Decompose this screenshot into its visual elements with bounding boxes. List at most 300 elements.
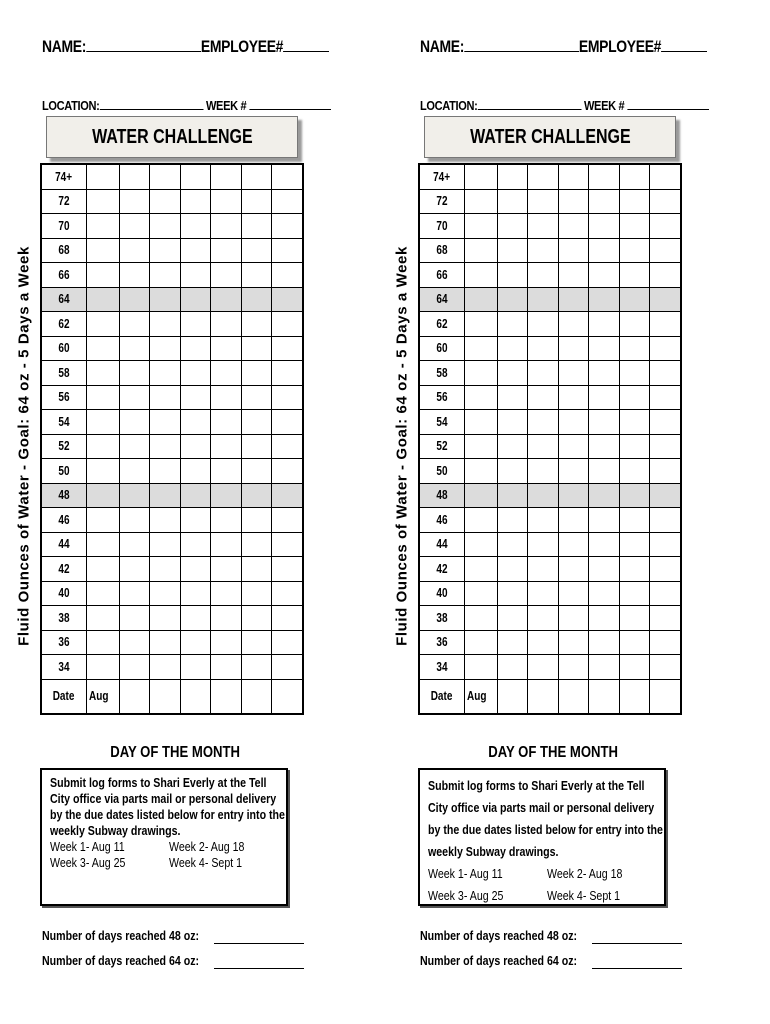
grid-cell[interactable] <box>87 508 120 533</box>
grid-cell[interactable] <box>497 606 528 631</box>
grid-cell[interactable] <box>558 263 589 288</box>
grid-cell[interactable] <box>650 263 681 288</box>
grid-cell[interactable] <box>180 630 211 655</box>
grid-cell[interactable] <box>528 606 559 631</box>
grid-cell[interactable] <box>589 508 620 533</box>
grid-cell[interactable] <box>119 508 150 533</box>
grid-cell[interactable] <box>241 361 272 386</box>
grid-cell[interactable] <box>272 434 303 459</box>
grid-cell[interactable] <box>589 483 620 508</box>
grid-cell[interactable] <box>619 581 650 606</box>
grid-cell[interactable] <box>650 459 681 484</box>
grid-cell[interactable] <box>272 214 303 239</box>
grid-cell[interactable] <box>619 385 650 410</box>
grid-cell[interactable] <box>528 459 559 484</box>
grid-cell[interactable] <box>241 557 272 582</box>
grid-cell[interactable] <box>211 557 242 582</box>
grid-cell[interactable] <box>272 459 303 484</box>
grid-cell[interactable] <box>211 410 242 435</box>
grid-cell[interactable] <box>241 336 272 361</box>
grid-cell[interactable] <box>241 312 272 337</box>
grid-cell[interactable] <box>119 483 150 508</box>
date-cell[interactable] <box>119 679 150 714</box>
grid-cell[interactable] <box>558 630 589 655</box>
grid-cell[interactable] <box>180 532 211 557</box>
grid-cell[interactable] <box>180 606 211 631</box>
grid-cell[interactable] <box>619 336 650 361</box>
grid-cell[interactable] <box>497 385 528 410</box>
grid-cell[interactable] <box>180 238 211 263</box>
grid-cell[interactable] <box>589 606 620 631</box>
grid-cell[interactable] <box>465 263 498 288</box>
grid-cell[interactable] <box>241 483 272 508</box>
grid-cell[interactable] <box>650 630 681 655</box>
grid-cell[interactable] <box>87 434 120 459</box>
grid-cell[interactable] <box>241 459 272 484</box>
grid-cell[interactable] <box>619 189 650 214</box>
grid-cell[interactable] <box>150 385 181 410</box>
grid-cell[interactable] <box>150 238 181 263</box>
grid-cell[interactable] <box>87 459 120 484</box>
month-cell[interactable]: Aug <box>87 679 120 714</box>
grid-cell[interactable] <box>150 312 181 337</box>
grid-cell[interactable] <box>497 214 528 239</box>
grid-cell[interactable] <box>650 508 681 533</box>
grid-cell[interactable] <box>589 336 620 361</box>
grid-cell[interactable] <box>119 557 150 582</box>
grid-cell[interactable] <box>241 287 272 312</box>
grid-cell[interactable] <box>180 459 211 484</box>
grid-cell[interactable] <box>272 238 303 263</box>
grid-cell[interactable] <box>211 312 242 337</box>
grid-cell[interactable] <box>465 483 498 508</box>
grid-cell[interactable] <box>241 655 272 680</box>
grid-cell[interactable] <box>650 581 681 606</box>
grid-cell[interactable] <box>619 410 650 435</box>
grid-cell[interactable] <box>272 164 303 189</box>
week-field[interactable] <box>627 94 709 110</box>
grid-cell[interactable] <box>241 189 272 214</box>
grid-cell[interactable] <box>465 164 498 189</box>
grid-cell[interactable] <box>465 385 498 410</box>
employee-field[interactable] <box>283 36 329 52</box>
grid-cell[interactable] <box>87 655 120 680</box>
grid-cell[interactable] <box>150 287 181 312</box>
grid-cell[interactable] <box>589 434 620 459</box>
grid-cell[interactable] <box>528 312 559 337</box>
grid-cell[interactable] <box>211 630 242 655</box>
date-cell[interactable] <box>241 679 272 714</box>
grid-cell[interactable] <box>150 532 181 557</box>
grid-cell[interactable] <box>528 361 559 386</box>
grid-cell[interactable] <box>87 630 120 655</box>
grid-cell[interactable] <box>528 655 559 680</box>
grid-cell[interactable] <box>150 581 181 606</box>
grid-cell[interactable] <box>619 263 650 288</box>
grid-cell[interactable] <box>150 434 181 459</box>
grid-cell[interactable] <box>528 434 559 459</box>
grid-cell[interactable] <box>180 214 211 239</box>
grid-cell[interactable] <box>272 581 303 606</box>
grid-cell[interactable] <box>465 434 498 459</box>
grid-cell[interactable] <box>272 410 303 435</box>
grid-cell[interactable] <box>87 263 120 288</box>
grid-cell[interactable] <box>497 557 528 582</box>
grid-cell[interactable] <box>619 483 650 508</box>
grid-cell[interactable] <box>619 214 650 239</box>
grid-cell[interactable] <box>528 385 559 410</box>
grid-cell[interactable] <box>558 238 589 263</box>
grid-cell[interactable] <box>497 434 528 459</box>
grid-cell[interactable] <box>241 385 272 410</box>
grid-cell[interactable] <box>180 361 211 386</box>
grid-cell[interactable] <box>180 385 211 410</box>
grid-cell[interactable] <box>528 189 559 214</box>
grid-cell[interactable] <box>528 164 559 189</box>
grid-cell[interactable] <box>619 459 650 484</box>
grid-cell[interactable] <box>528 483 559 508</box>
grid-cell[interactable] <box>619 434 650 459</box>
grid-cell[interactable] <box>497 312 528 337</box>
date-cell[interactable] <box>497 679 528 714</box>
grid-cell[interactable] <box>211 214 242 239</box>
grid-cell[interactable] <box>497 336 528 361</box>
grid-cell[interactable] <box>119 581 150 606</box>
grid-cell[interactable] <box>241 214 272 239</box>
grid-cell[interactable] <box>150 361 181 386</box>
grid-cell[interactable] <box>87 385 120 410</box>
grid-cell[interactable] <box>87 312 120 337</box>
grid-cell[interactable] <box>211 164 242 189</box>
grid-cell[interactable] <box>650 606 681 631</box>
grid-cell[interactable] <box>119 214 150 239</box>
grid-cell[interactable] <box>150 630 181 655</box>
grid-cell[interactable] <box>497 459 528 484</box>
grid-cell[interactable] <box>528 410 559 435</box>
grid-cell[interactable] <box>589 581 620 606</box>
grid-cell[interactable] <box>150 214 181 239</box>
employee-field[interactable] <box>661 36 707 52</box>
grid-cell[interactable] <box>211 434 242 459</box>
grid-cell[interactable] <box>528 557 559 582</box>
grid-cell[interactable] <box>180 557 211 582</box>
grid-cell[interactable] <box>180 434 211 459</box>
grid-cell[interactable] <box>650 557 681 582</box>
grid-cell[interactable] <box>465 508 498 533</box>
grid-cell[interactable] <box>650 410 681 435</box>
grid-cell[interactable] <box>497 164 528 189</box>
grid-cell[interactable] <box>589 287 620 312</box>
grid-cell[interactable] <box>272 287 303 312</box>
grid-cell[interactable] <box>272 385 303 410</box>
grid-cell[interactable] <box>87 557 120 582</box>
grid-cell[interactable] <box>650 336 681 361</box>
reached-48-field[interactable] <box>214 943 304 944</box>
grid-cell[interactable] <box>150 508 181 533</box>
grid-cell[interactable] <box>180 655 211 680</box>
grid-cell[interactable] <box>119 410 150 435</box>
grid-cell[interactable] <box>211 459 242 484</box>
date-cell[interactable] <box>589 679 620 714</box>
grid-cell[interactable] <box>180 263 211 288</box>
grid-cell[interactable] <box>589 238 620 263</box>
grid-cell[interactable] <box>497 508 528 533</box>
grid-cell[interactable] <box>650 434 681 459</box>
grid-cell[interactable] <box>211 581 242 606</box>
grid-cell[interactable] <box>650 189 681 214</box>
grid-cell[interactable] <box>650 361 681 386</box>
grid-cell[interactable] <box>241 630 272 655</box>
grid-cell[interactable] <box>241 606 272 631</box>
grid-cell[interactable] <box>87 410 120 435</box>
grid-cell[interactable] <box>87 483 120 508</box>
date-cell[interactable] <box>211 679 242 714</box>
week-field[interactable] <box>249 94 331 110</box>
grid-cell[interactable] <box>589 630 620 655</box>
grid-cell[interactable] <box>119 287 150 312</box>
grid-cell[interactable] <box>150 557 181 582</box>
grid-cell[interactable] <box>119 630 150 655</box>
location-field[interactable] <box>100 94 204 110</box>
grid-cell[interactable] <box>211 508 242 533</box>
grid-cell[interactable] <box>650 385 681 410</box>
grid-cell[interactable] <box>589 214 620 239</box>
grid-cell[interactable] <box>558 410 589 435</box>
grid-cell[interactable] <box>119 459 150 484</box>
grid-cell[interactable] <box>150 263 181 288</box>
grid-cell[interactable] <box>241 410 272 435</box>
date-cell[interactable] <box>528 679 559 714</box>
grid-cell[interactable] <box>497 238 528 263</box>
grid-cell[interactable] <box>272 508 303 533</box>
grid-cell[interactable] <box>150 459 181 484</box>
grid-cell[interactable] <box>465 361 498 386</box>
grid-cell[interactable] <box>528 214 559 239</box>
grid-cell[interactable] <box>465 606 498 631</box>
date-cell[interactable] <box>272 679 303 714</box>
grid-cell[interactable] <box>465 189 498 214</box>
date-cell[interactable] <box>150 679 181 714</box>
grid-cell[interactable] <box>241 581 272 606</box>
grid-cell[interactable] <box>150 606 181 631</box>
grid-cell[interactable] <box>589 361 620 386</box>
grid-cell[interactable] <box>589 385 620 410</box>
grid-cell[interactable] <box>87 361 120 386</box>
grid-cell[interactable] <box>211 606 242 631</box>
reached-64-field[interactable] <box>592 968 682 969</box>
grid-cell[interactable] <box>558 655 589 680</box>
grid-cell[interactable] <box>465 214 498 239</box>
grid-cell[interactable] <box>650 287 681 312</box>
grid-cell[interactable] <box>272 312 303 337</box>
grid-cell[interactable] <box>211 361 242 386</box>
grid-cell[interactable] <box>211 287 242 312</box>
grid-cell[interactable] <box>180 581 211 606</box>
grid-cell[interactable] <box>465 336 498 361</box>
grid-cell[interactable] <box>272 336 303 361</box>
grid-cell[interactable] <box>119 189 150 214</box>
grid-cell[interactable] <box>119 606 150 631</box>
grid-cell[interactable] <box>241 532 272 557</box>
grid-cell[interactable] <box>558 214 589 239</box>
grid-cell[interactable] <box>558 385 589 410</box>
grid-cell[interactable] <box>180 312 211 337</box>
grid-cell[interactable] <box>558 557 589 582</box>
grid-cell[interactable] <box>272 483 303 508</box>
grid-cell[interactable] <box>241 508 272 533</box>
grid-cell[interactable] <box>119 238 150 263</box>
grid-cell[interactable] <box>87 336 120 361</box>
grid-cell[interactable] <box>528 581 559 606</box>
grid-cell[interactable] <box>87 532 120 557</box>
grid-cell[interactable] <box>619 164 650 189</box>
grid-cell[interactable] <box>180 336 211 361</box>
grid-cell[interactable] <box>589 557 620 582</box>
grid-cell[interactable] <box>465 410 498 435</box>
grid-cell[interactable] <box>241 238 272 263</box>
grid-cell[interactable] <box>465 287 498 312</box>
grid-cell[interactable] <box>119 434 150 459</box>
name-field[interactable] <box>86 36 201 52</box>
grid-cell[interactable] <box>558 361 589 386</box>
grid-cell[interactable] <box>119 164 150 189</box>
grid-cell[interactable] <box>497 630 528 655</box>
grid-cell[interactable] <box>211 532 242 557</box>
grid-cell[interactable] <box>272 630 303 655</box>
grid-cell[interactable] <box>497 189 528 214</box>
grid-cell[interactable] <box>497 287 528 312</box>
grid-cell[interactable] <box>465 532 498 557</box>
grid-cell[interactable] <box>497 655 528 680</box>
grid-cell[interactable] <box>180 483 211 508</box>
grid-cell[interactable] <box>465 459 498 484</box>
grid-cell[interactable] <box>650 238 681 263</box>
grid-cell[interactable] <box>558 581 589 606</box>
grid-cell[interactable] <box>589 532 620 557</box>
grid-cell[interactable] <box>150 189 181 214</box>
grid-cell[interactable] <box>211 189 242 214</box>
grid-cell[interactable] <box>119 263 150 288</box>
grid-cell[interactable] <box>558 459 589 484</box>
grid-cell[interactable] <box>619 655 650 680</box>
grid-cell[interactable] <box>150 164 181 189</box>
grid-cell[interactable] <box>465 630 498 655</box>
grid-cell[interactable] <box>528 238 559 263</box>
grid-cell[interactable] <box>650 164 681 189</box>
grid-cell[interactable] <box>211 263 242 288</box>
grid-cell[interactable] <box>119 361 150 386</box>
grid-cell[interactable] <box>619 287 650 312</box>
grid-cell[interactable] <box>619 606 650 631</box>
grid-cell[interactable] <box>528 263 559 288</box>
grid-cell[interactable] <box>650 312 681 337</box>
grid-cell[interactable] <box>650 655 681 680</box>
grid-cell[interactable] <box>497 263 528 288</box>
reached-48-field[interactable] <box>592 943 682 944</box>
grid-cell[interactable] <box>497 361 528 386</box>
name-field[interactable] <box>464 36 579 52</box>
grid-cell[interactable] <box>211 238 242 263</box>
grid-cell[interactable] <box>619 508 650 533</box>
month-cell[interactable]: Aug <box>465 679 498 714</box>
grid-cell[interactable] <box>589 410 620 435</box>
date-cell[interactable] <box>650 679 681 714</box>
grid-cell[interactable] <box>558 606 589 631</box>
grid-cell[interactable] <box>119 655 150 680</box>
grid-cell[interactable] <box>87 214 120 239</box>
grid-cell[interactable] <box>180 164 211 189</box>
grid-cell[interactable] <box>589 189 620 214</box>
grid-cell[interactable] <box>211 385 242 410</box>
grid-cell[interactable] <box>497 410 528 435</box>
grid-cell[interactable] <box>87 164 120 189</box>
grid-cell[interactable] <box>465 238 498 263</box>
grid-cell[interactable] <box>528 508 559 533</box>
grid-cell[interactable] <box>589 263 620 288</box>
grid-cell[interactable] <box>528 336 559 361</box>
grid-cell[interactable] <box>180 410 211 435</box>
grid-cell[interactable] <box>465 312 498 337</box>
grid-cell[interactable] <box>272 263 303 288</box>
date-cell[interactable] <box>180 679 211 714</box>
grid-cell[interactable] <box>558 287 589 312</box>
grid-cell[interactable] <box>465 557 498 582</box>
grid-cell[interactable] <box>650 532 681 557</box>
grid-cell[interactable] <box>180 508 211 533</box>
grid-cell[interactable] <box>589 164 620 189</box>
location-field[interactable] <box>478 94 582 110</box>
grid-cell[interactable] <box>87 606 120 631</box>
grid-cell[interactable] <box>650 483 681 508</box>
grid-cell[interactable] <box>619 361 650 386</box>
grid-cell[interactable] <box>650 214 681 239</box>
grid-cell[interactable] <box>589 459 620 484</box>
date-cell[interactable] <box>558 679 589 714</box>
grid-cell[interactable] <box>497 483 528 508</box>
grid-cell[interactable] <box>558 189 589 214</box>
grid-cell[interactable] <box>150 483 181 508</box>
grid-cell[interactable] <box>558 164 589 189</box>
grid-cell[interactable] <box>497 532 528 557</box>
grid-cell[interactable] <box>119 336 150 361</box>
grid-cell[interactable] <box>619 532 650 557</box>
date-cell[interactable] <box>619 679 650 714</box>
grid-cell[interactable] <box>119 532 150 557</box>
grid-cell[interactable] <box>619 312 650 337</box>
grid-cell[interactable] <box>211 483 242 508</box>
grid-cell[interactable] <box>465 655 498 680</box>
grid-cell[interactable] <box>558 508 589 533</box>
grid-cell[interactable] <box>211 655 242 680</box>
grid-cell[interactable] <box>528 630 559 655</box>
grid-cell[interactable] <box>150 655 181 680</box>
grid-cell[interactable] <box>87 287 120 312</box>
grid-cell[interactable] <box>119 385 150 410</box>
grid-cell[interactable] <box>558 483 589 508</box>
grid-cell[interactable] <box>87 581 120 606</box>
grid-cell[interactable] <box>241 434 272 459</box>
grid-cell[interactable] <box>528 287 559 312</box>
reached-64-field[interactable] <box>214 968 304 969</box>
grid-cell[interactable] <box>589 655 620 680</box>
grid-cell[interactable] <box>87 238 120 263</box>
grid-cell[interactable] <box>497 581 528 606</box>
grid-cell[interactable] <box>180 189 211 214</box>
grid-cell[interactable] <box>272 189 303 214</box>
grid-cell[interactable] <box>150 336 181 361</box>
grid-cell[interactable] <box>272 655 303 680</box>
grid-cell[interactable] <box>619 630 650 655</box>
